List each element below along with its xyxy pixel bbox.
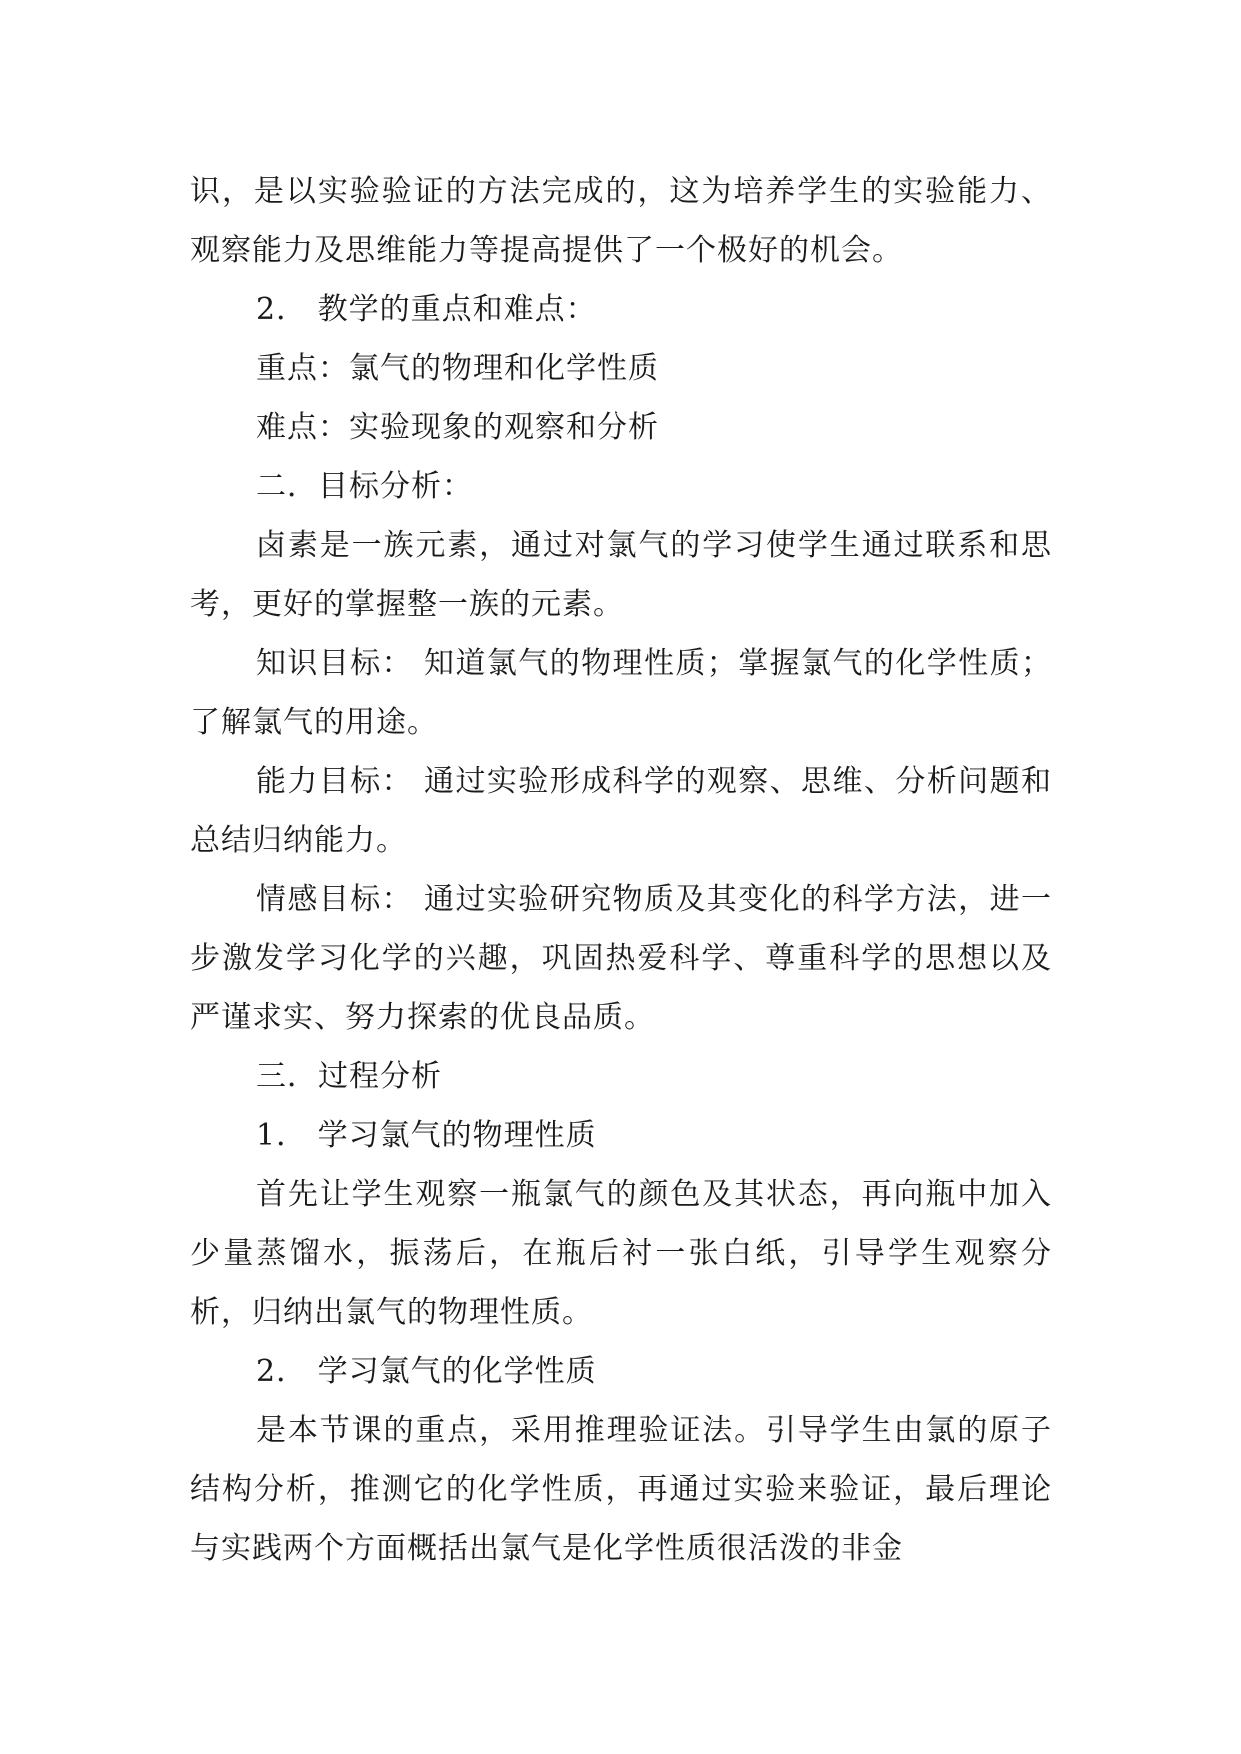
heading-teaching-focus: 2． 教学的重点和难点： — [256, 292, 597, 327]
paragraph-emotion-goal: 情感目标： 通过实验研究物质及其变化的科学方法，进一步激发学习化学的兴趣，巩固热爱科学、尊重科学的思想以及严谨求实、努力探索的优良品质。 — [190, 882, 1052, 1035]
paragraph-halogen-intro: 卤素是一族元素，通过对氯气的学习使学生通过联系和思考，更好的掌握整一族的元素。 — [190, 528, 1052, 622]
document-body — [190, 162, 1052, 1578]
heading-goal-analysis: 二．目标分析： — [256, 469, 473, 504]
heading-process-analysis: 三．过程分析 — [256, 1059, 442, 1094]
paragraph-ability-goal: 能力目标： 通过实验形成科学的观察、思维、分析问题和总结归纳能力。 — [190, 764, 1052, 858]
paragraph-knowledge-goal: 知识目标： 知道氯气的物理性质；掌握氯气的化学性质；了解氯气的用途。 — [190, 646, 1052, 740]
heading-chemical-properties: 2． 学习氯气的化学性质 — [256, 1354, 597, 1389]
paragraph-chemical-reasoning: 是本节课的重点，采用推理验证法。引导学生由氯的原子结构分析，推测它的化学性质，再通过实验来验证，最后理论与实践两个方面概括出氯气是化学性质很活泼的非金 — [190, 1413, 1052, 1566]
heading-physical-properties: 1． 学习氯气的物理性质 — [256, 1118, 597, 1153]
paragraph-difficulty: 难点：实验现象的观察和分析 — [256, 410, 659, 445]
paragraph-intro-continuation: 识，是以实验验证的方法完成的，这为培养学生的实验能力、观察能力及思维能力等提高提供了一个极好的机会。 — [190, 174, 1052, 268]
paragraph-physical-observation: 首先让学生观察一瓶氯气的颜色及其状态，再向瓶中加入少量蒸馏水，振荡后，在瓶后衬一张白纸，引导学生观察分析，归纳出氯气的物理性质。 — [190, 1177, 1052, 1330]
paragraph-key-point: 重点：氯气的物理和化学性质 — [256, 351, 659, 386]
